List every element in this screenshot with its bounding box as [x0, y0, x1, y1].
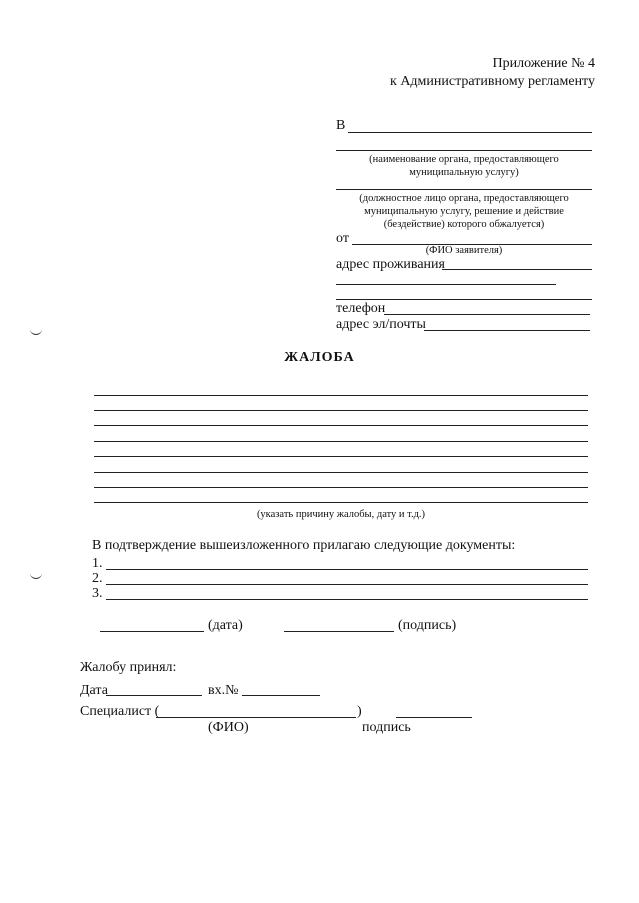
attachment-line-1[interactable] [106, 569, 588, 570]
specialist-close-paren: ) [357, 704, 362, 719]
organ-caption-1: (наименование органа, предоставляющего [369, 154, 559, 165]
address-label: адрес проживания [336, 257, 445, 272]
official-caption-1: (должностное лицо органа, предоставляющего [359, 193, 569, 204]
specialist-signature-line[interactable] [396, 717, 472, 718]
received-number-label: вх.№ [208, 683, 239, 698]
email-label: адрес эл/почты [336, 317, 426, 332]
margin-mark-top [30, 328, 42, 335]
attachment-number-3: 3. [92, 586, 103, 601]
received-date-line[interactable] [106, 695, 202, 696]
reason-line-7[interactable] [94, 487, 588, 488]
reason-line-4[interactable] [94, 441, 588, 442]
attachment-line-3[interactable] [106, 599, 588, 600]
official-line[interactable] [336, 189, 592, 190]
reason-caption: (указать причину жалобы, дату и т.д.) [256, 509, 426, 520]
attachment-line-2[interactable] [106, 584, 588, 585]
from-label: от [336, 231, 349, 246]
date-caption: (дата) [208, 618, 243, 633]
appendix-number: Приложение № 4 [492, 56, 595, 71]
specialist-label: Специалист ( [80, 704, 160, 719]
organ-caption-2: муниципальную услугу) [409, 167, 519, 178]
margin-mark-bottom [30, 572, 42, 579]
applicant-fio-caption: (ФИО заявителя) [425, 245, 503, 256]
email-line[interactable] [424, 330, 590, 331]
reason-line-3[interactable] [94, 425, 588, 426]
specialist-fio-line[interactable] [156, 717, 356, 718]
reason-line-8[interactable] [94, 502, 588, 503]
reason-line-6[interactable] [94, 472, 588, 473]
received-number-line[interactable] [242, 695, 320, 696]
recipient-organ-line-1[interactable] [348, 132, 592, 133]
reason-line-1[interactable] [94, 395, 588, 396]
reason-line-2[interactable] [94, 410, 588, 411]
signature-caption: (подпись) [398, 618, 457, 633]
reason-line-5[interactable] [94, 456, 588, 457]
specialist-sign-caption: подпись [362, 720, 411, 735]
phone-label: телефон [336, 301, 386, 316]
address-line-1[interactable] [442, 269, 592, 270]
specialist-fio-caption: (ФИО) [208, 720, 249, 735]
official-caption-3: (бездействие) которого обжалуется) [383, 219, 545, 230]
address-line-2[interactable] [336, 284, 556, 285]
address-line-3[interactable] [336, 299, 592, 300]
attachment-number-1: 1. [92, 556, 103, 571]
document-title: ЖАЛОБА [284, 350, 355, 365]
phone-line[interactable] [384, 314, 590, 315]
attachments-intro: В подтверждение вышеизложенного прилагаю следующие документы: [92, 538, 516, 553]
applicant-signature-line[interactable] [284, 631, 394, 632]
to-label: В [336, 118, 346, 133]
received-title: Жалобу принял: [80, 660, 177, 675]
appendix-regulation: к Административному регламенту [390, 74, 595, 89]
applicant-date-line[interactable] [100, 631, 204, 632]
attachment-number-2: 2. [92, 571, 103, 586]
official-caption-2: муниципальную услугу, решение и действие [364, 206, 564, 217]
received-date-label: Дата [80, 683, 108, 698]
recipient-organ-line-2[interactable] [336, 150, 592, 151]
